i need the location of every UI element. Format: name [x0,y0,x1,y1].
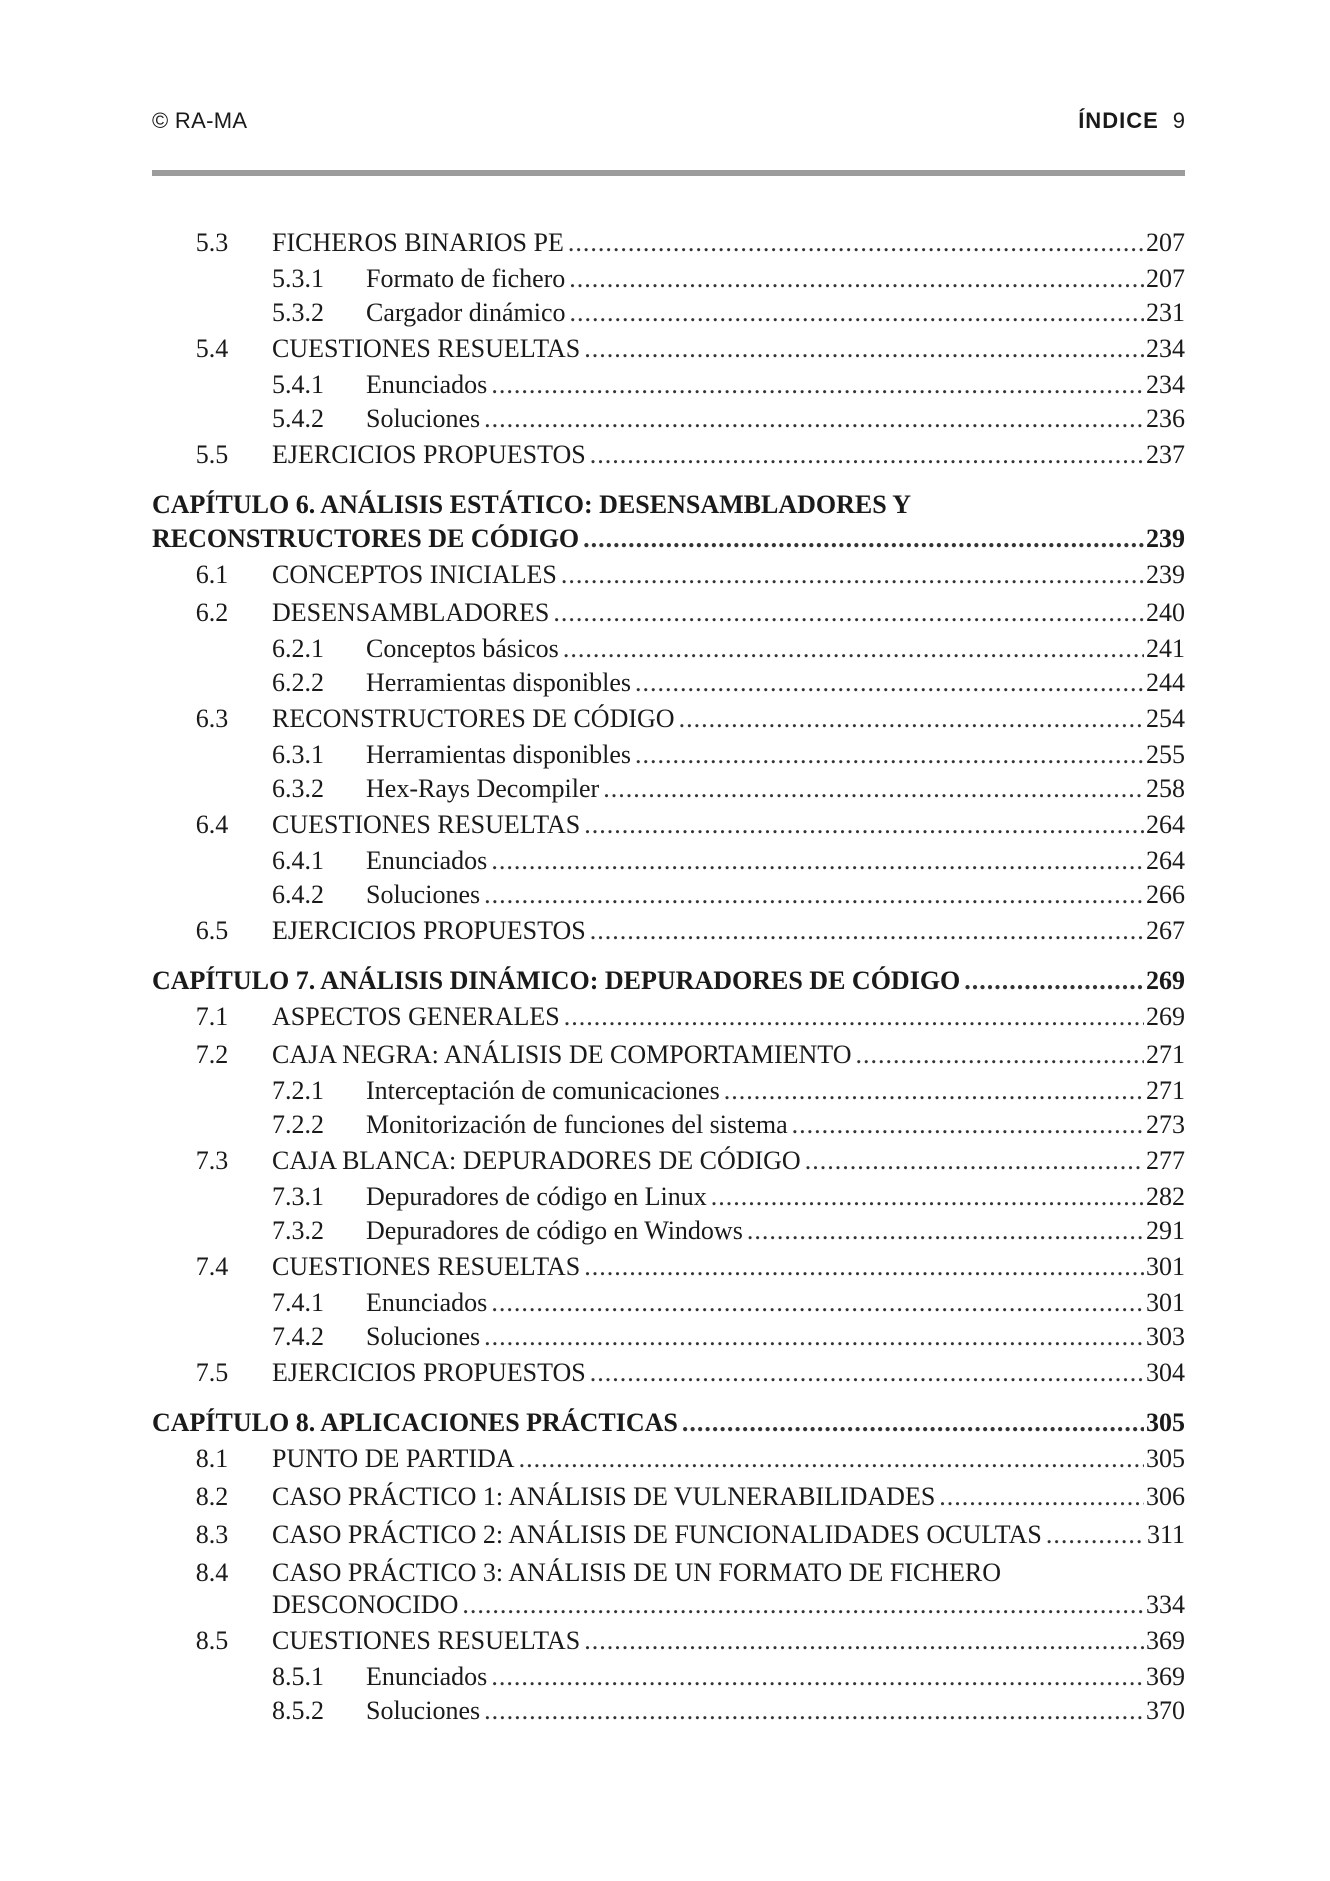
entry-number: 5.3.1 [272,264,324,293]
entry-title: Enunciados [366,846,488,875]
entry-page: 240 [1146,598,1185,627]
leader-dots [491,844,1144,878]
entry-page: 301 [1146,1252,1185,1281]
entry-page: 277 [1146,1146,1185,1175]
leader-dots [491,1660,1144,1694]
publisher-mark: © RA-MA [152,108,248,133]
entry-number: 8.5 [195,1626,229,1655]
toc-entry [152,1660,1185,1694]
leader-dots [584,1622,1144,1660]
leader-dots [635,738,1144,772]
entry-number: 7.3.2 [272,1216,324,1245]
entry-title: Soluciones [366,1322,481,1351]
leader-dots [792,1108,1144,1142]
chapter-title: RECONSTRUCTORES DE CÓDIGO [152,524,580,553]
entry-title: EJERCICIOS PROPUESTOS [272,916,586,945]
entry-title: Interceptación de comunicaciones [366,1076,720,1105]
toc-entry [152,998,1185,1036]
entry-number: 6.4.2 [272,880,324,909]
entry-number: 8.1 [195,1444,229,1473]
page-number: 9 [1172,108,1185,133]
toc-entry [152,772,1185,806]
entry-page: 267 [1146,916,1185,945]
leader-dots [682,1406,1144,1440]
toc-group-chapter5-tail [152,224,1185,474]
toc-entry [152,262,1185,296]
leader-dots [1046,1516,1145,1554]
entry-page: 244 [1146,668,1185,697]
toc-entry [152,1478,1185,1516]
entry-title: CUESTIONES RESUELTAS [272,1252,581,1281]
toc-entry [152,1354,1185,1392]
entry-title: CAJA NEGRA: ANÁLISIS DE COMPORTAMIENTO [272,1040,852,1069]
entry-title: DESCONOCIDO [272,1590,459,1619]
toc-entry [152,912,1185,950]
entry-title: DESENSAMBLADORES [272,598,550,627]
entry-number: 7.4 [195,1252,229,1281]
entry-number: 6.3.2 [272,774,324,803]
toc-entry [152,806,1185,844]
entry-number: 6.2.2 [272,668,324,697]
leader-dots [570,296,1144,330]
leader-dots [805,1142,1144,1180]
entry-title: Soluciones [366,1696,481,1725]
leader-dots [590,912,1144,950]
table-of-contents [152,224,1185,1728]
leader-dots [584,806,1144,844]
chapter-title: CAPÍTULO 8. APLICACIONES PRÁCTICAS [152,1408,678,1437]
entry-page: 369 [1146,1662,1185,1691]
entry-page: 282 [1146,1182,1185,1211]
entry-number: 6.4.1 [272,846,324,875]
chapter-title: CAPÍTULO 7. ANÁLISIS DINÁMICO: DEPURADORES DE CÓDIGO [152,966,961,995]
toc-entry [152,368,1185,402]
leader-dots [462,1588,1144,1622]
toc-entry [152,1036,1185,1074]
leader-dots [484,1320,1144,1354]
leader-dots [603,772,1144,806]
chapter-title-line: CAPÍTULO 6. ANÁLISIS ESTÁTICO: DESENSAMBLADORES Y [152,490,911,519]
entry-page: 207 [1146,228,1185,257]
entry-number: 7.1 [195,1002,229,1031]
entry-number: 7.4.2 [272,1322,324,1351]
toc-entry [152,1320,1185,1354]
entry-page: 305 [1146,1444,1185,1473]
entry-number: 5.3.2 [272,298,324,327]
toc-entry [152,1214,1185,1248]
entry-page: 264 [1146,846,1185,875]
entry-title: CONCEPTOS INICIALES [272,560,557,589]
leader-dots [584,330,1144,368]
entry-page: 264 [1146,810,1185,839]
entry-number: 7.5 [195,1358,229,1387]
leader-dots [568,224,1144,262]
entry-number: 5.3 [195,228,229,257]
chapter-heading-row [152,522,1185,556]
leader-dots [724,1074,1144,1108]
entry-number: 6.4 [195,810,229,839]
leader-dots [711,1180,1144,1214]
entry-title: Hex-Rays Decompiler [366,774,600,803]
leader-dots [590,436,1144,474]
leader-dots [855,1036,1144,1074]
entry-page: 303 [1146,1322,1185,1351]
leader-dots [553,594,1144,632]
leader-dots [569,262,1144,296]
chapter-7 [152,964,1185,998]
entry-title: PUNTO DE PARTIDA [272,1444,515,1473]
toc-entry [152,556,1185,594]
entry-number: 7.2.1 [272,1076,324,1105]
entry-page: 271 [1146,1076,1185,1105]
leader-dots [583,522,1144,556]
entry-page: 258 [1146,774,1185,803]
entry-page: 266 [1146,880,1185,909]
toc-entry [152,1074,1185,1108]
entry-title: Herramientas disponibles [366,668,631,697]
running-header [152,108,1185,144]
toc-entry [152,738,1185,772]
entry-page: 304 [1146,1358,1185,1387]
entry-title: CASO PRÁCTICO 2: ANÁLISIS DE FUNCIONALIDADES OCULTAS [272,1520,1042,1549]
entry-number: 5.4.1 [272,370,324,399]
chapter-heading-row [152,964,1185,998]
chapter-6 [152,488,1185,556]
chapter-6-entries [152,556,1185,950]
header-section [1078,108,1185,134]
entry-page: 236 [1146,404,1185,433]
toc-entry [152,1248,1185,1286]
entry-title: FICHEROS BINARIOS PE [272,228,564,257]
toc-entry [152,632,1185,666]
leader-dots [747,1214,1144,1248]
entry-title: CUESTIONES RESUELTAS [272,1626,581,1655]
entry-title: RECONSTRUCTORES DE CÓDIGO [272,704,675,733]
leader-dots [491,368,1144,402]
entry-number: 7.2.2 [272,1110,324,1139]
toc-entry [152,594,1185,632]
entry-title: EJERCICIOS PROPUESTOS [272,440,586,469]
entry-page: 291 [1146,1216,1185,1245]
entry-title: Soluciones [366,880,481,909]
entry-number: 7.3.1 [272,1182,324,1211]
toc-entry [152,1142,1185,1180]
toc-entry [152,1554,1185,1588]
entry-title: ASPECTOS GENERALES [272,1002,560,1031]
entry-number: 5.4.2 [272,404,324,433]
toc-entry [152,1286,1185,1320]
entry-page: 254 [1146,704,1185,733]
entry-title: CAJA BLANCA: DEPURADORES DE CÓDIGO [272,1146,801,1175]
entry-number: 6.2.1 [272,634,324,663]
entry-title: Enunciados [366,1288,488,1317]
entry-title: Depuradores de código en Windows [366,1216,743,1245]
entry-title: CUESTIONES RESUELTAS [272,810,581,839]
entry-page: 255 [1146,740,1185,769]
section-name: ÍNDICE [1078,108,1159,133]
entry-number: 7.2 [195,1040,229,1069]
entry-title: Monitorización de funciones del sistema [366,1110,788,1139]
entry-number: 8.5.2 [272,1696,324,1725]
entry-page: 207 [1146,264,1185,293]
entry-title: Conceptos básicos [366,634,559,663]
entry-number: 6.5 [195,916,229,945]
entry-title: Herramientas disponibles [366,740,631,769]
entry-number: 8.5.1 [272,1662,324,1691]
entry-page: 334 [1146,1590,1185,1619]
entry-title: Enunciados [366,1662,488,1691]
leader-dots [491,1286,1144,1320]
toc-entry-continuation [152,1588,1185,1622]
entry-page: 234 [1146,334,1185,363]
entry-number: 8.2 [195,1482,229,1511]
toc-entry [152,1622,1185,1660]
entry-title: Enunciados [366,370,488,399]
toc-entry [152,330,1185,368]
toc-entry [152,402,1185,436]
entry-number: 5.4 [195,334,229,363]
leader-dots [519,1440,1144,1478]
entry-number: 6.2 [195,598,229,627]
chapter-8 [152,1406,1185,1440]
leader-dots [484,878,1144,912]
entry-page: 273 [1146,1110,1185,1139]
entry-title: Depuradores de código en Linux [366,1182,707,1211]
entry-page: 239 [1146,560,1185,589]
toc-entry [152,436,1185,474]
leader-dots [584,1248,1144,1286]
entry-page: 241 [1146,634,1185,663]
entry-number: 7.4.1 [272,1288,324,1317]
entry-number: 6.1 [195,560,229,589]
chapter-page: 239 [1146,524,1185,553]
entry-number: 5.5 [195,440,229,469]
entry-title: CASO PRÁCTICO 1: ANÁLISIS DE VULNERABILIDADES [272,1482,936,1511]
leader-dots [484,402,1144,436]
entry-page: 306 [1146,1482,1185,1511]
toc-entry [152,844,1185,878]
entry-page: 311 [1146,1520,1185,1549]
toc-entry [152,296,1185,330]
leader-dots [635,666,1144,700]
leader-dots [564,998,1144,1036]
entry-title: Formato de fichero [366,264,566,293]
entry-title: Cargador dinámico [366,298,566,327]
toc-entry [152,1694,1185,1728]
toc-entry [152,878,1185,912]
entry-title: CUESTIONES RESUELTAS [272,334,581,363]
entry-page: 234 [1146,370,1185,399]
chapter-page: 305 [1146,1408,1185,1437]
toc-entry [152,1516,1185,1554]
entry-page: 237 [1146,440,1185,469]
entry-title: Soluciones [366,404,481,433]
entry-page: 301 [1146,1288,1185,1317]
entry-page: 271 [1146,1040,1185,1069]
chapter-heading-row [152,1406,1185,1440]
toc-entry [152,1108,1185,1142]
chapter-page: 269 [1146,966,1185,995]
chapter-8-entries-continued [152,1622,1185,1728]
leader-dots [590,1354,1144,1392]
entry-page: 370 [1146,1696,1185,1725]
leader-dots [679,700,1144,738]
entry-number: 7.3 [195,1146,229,1175]
entry-page: 369 [1146,1626,1185,1655]
entry-page: 231 [1146,298,1185,327]
chapter-7-entries [152,998,1185,1392]
entry-number: 8.4 [195,1558,229,1587]
leader-dots [939,1478,1144,1516]
toc-entry [152,224,1185,262]
leader-dots [964,964,1144,998]
leader-dots [484,1694,1144,1728]
header-divider [152,170,1185,176]
toc-entry [152,1180,1185,1214]
leader-dots [563,632,1144,666]
entry-number: 6.3.1 [272,740,324,769]
toc-entry [152,666,1185,700]
entry-page: 269 [1146,1002,1185,1031]
entry-number: 8.3 [195,1520,229,1549]
entry-number: 6.3 [195,704,229,733]
entry-title: CASO PRÁCTICO 3: ANÁLISIS DE UN FORMATO DE FICHERO [272,1558,1002,1587]
toc-entry [152,1440,1185,1478]
chapter-8-entries [152,1440,1185,1554]
entry-title: EJERCICIOS PROPUESTOS [272,1358,586,1387]
toc-entry [152,700,1185,738]
leader-dots [561,556,1144,594]
